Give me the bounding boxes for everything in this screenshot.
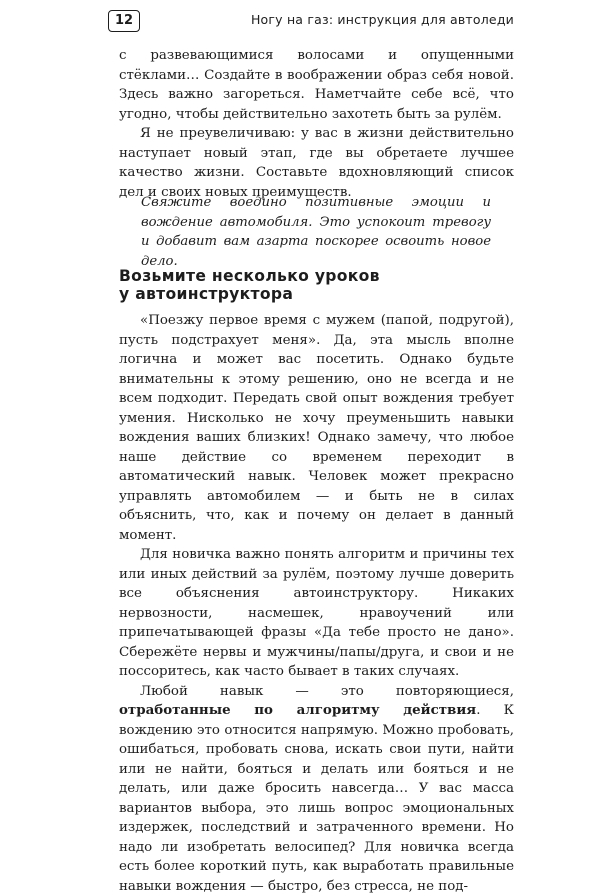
paragraph-text: Любой навык — это повторяющиеся,	[140, 684, 514, 699]
page-header	[108, 10, 514, 32]
text-block-intro	[119, 46, 514, 202]
emphasized-text: отработанные по алгоритму действия	[119, 702, 476, 718]
paragraph: с развевающимися волосами и опущенными стёклами… Создайте в воображении образ себя новой. Здесь важно загореться. Наметчайте себе всё, что угодно, чтобы действительно захотеть быть за рулём.	[119, 46, 514, 124]
paragraph: Для новичка важно понять алгоритм и причины тех или иных действий за рулём, поэтому лучше доверить все объяснения автоинструктору. Никаких нервозности, насмешек, нравоучений или припечатывающей фразы «Да тебе просто не дано». Сбережёте нервы и мужчины/папы/друга, и свои и не поссоритесь, как часто бывает в таких случаях.	[119, 545, 514, 682]
paragraph-text: . К вождению это относится напрямую. Можно пробовать, ошибаться, пробовать снова, искать свои пути, найти или не найти, бояться и делать или бояться и не делать, или даже бросить навсегда… У вас масса вариантов выбора, это лишь вопрос эмоциональных издержек, последствий и затраченного времени. Но надо ли изобретать велосипед? Для новичка всегда есть более короткий путь, как выработать правильные навыки вождения — быстро, без стресса, не под-	[119, 703, 514, 894]
text-block-main	[119, 311, 514, 896]
running-title: Ногу на газ: инструкция для автоледи	[251, 12, 514, 27]
callout-quote: Свяжите воедино позитивные эмоции и вождение автомобиля. Это успокоит тревогу и добавит вам азарта поскорее освоить новое дело.	[141, 193, 491, 271]
section-heading-line: у автоинструктора	[119, 285, 514, 303]
paragraph: «Поезжу первое время с мужем (папой, подругой), пусть подстрахует меня». Да, эта мысль вполне логична и может вас посетить. Однако будьте внимательны к этому решению, оно не всегда и не всем подходит. Передать свой опыт вождения требует умения. Нисколько не хочу преуменьшить навыки вождения ваших близких! Однако замечу, что любое наше действие со временем переходит в автоматический навык. Человек может прекрасно управлять автомобилем — и быть не в силах объяснить, что, как и почему он делает в данный момент.	[119, 311, 514, 545]
section-heading	[119, 267, 514, 303]
section-heading-line: Возьмите несколько уроков	[119, 267, 514, 285]
page-number: 12	[108, 10, 140, 32]
paragraph: Я не преувеличиваю: у вас в жизни действительно наступает новый этап, где вы обретаете лучшее качество жизни. Составьте вдохновляющий список дел и своих новых преимуществ.	[119, 124, 514, 202]
paragraph	[119, 682, 514, 896]
